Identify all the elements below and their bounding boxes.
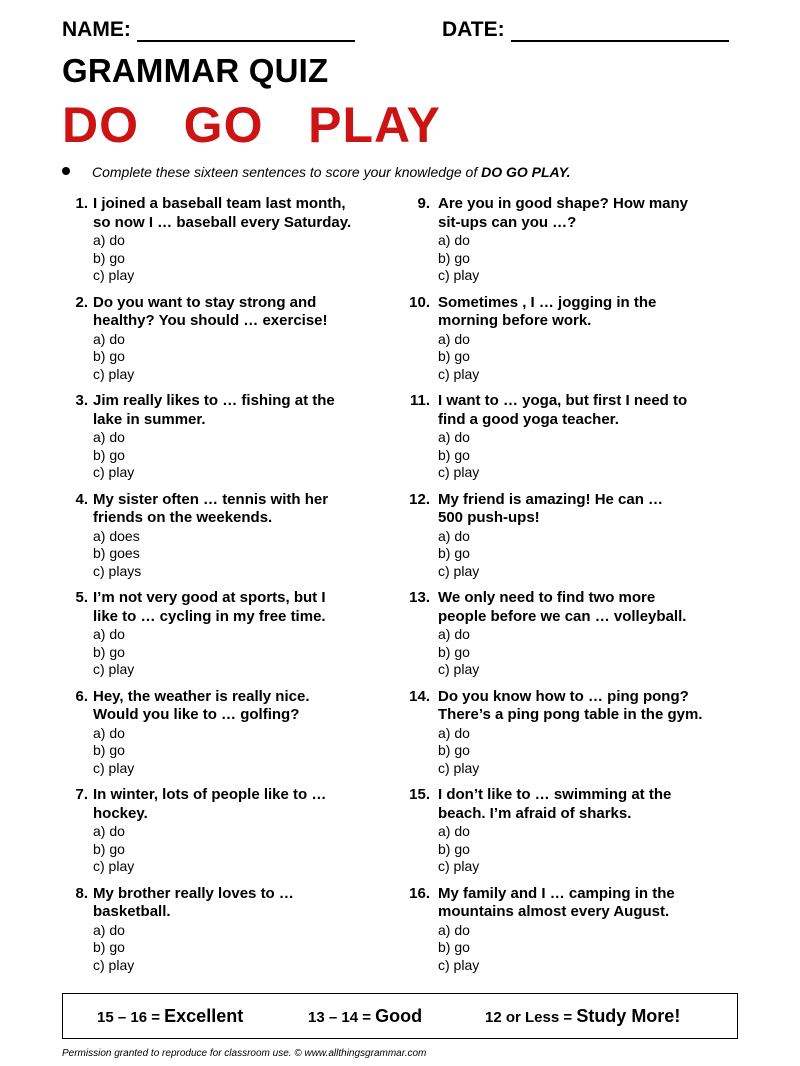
answer-option[interactable]: a) do: [93, 921, 125, 938]
answer-option[interactable]: c) play: [438, 464, 480, 480]
answer-option[interactable]: b) go: [438, 545, 470, 561]
question-text: Do you want to stay strong and healthy? You should … exercise!: [93, 293, 328, 329]
answer-option[interactable]: a) do: [438, 626, 470, 642]
answer-option[interactable]: c) play: [438, 562, 480, 579]
permission-footer: Permission granted to reproduce for classroom use. © www.allthingsgrammar.com: [62, 1048, 427, 1059]
question-number: 5.: [75, 589, 88, 606]
answer-options: [438, 232, 479, 285]
answer-option[interactable]: b) go: [438, 446, 470, 463]
answer-option[interactable]: a) do: [438, 921, 470, 938]
answer-option[interactable]: c) play: [93, 956, 135, 973]
score-result: Excellent: [164, 1006, 244, 1026]
question-item: [400, 195, 740, 294]
question-number: 9.: [417, 195, 430, 212]
question-number: 1.: [75, 195, 88, 212]
header-fields: [62, 18, 752, 48]
question-text: My brother really loves to … basketball.: [93, 884, 294, 920]
question-text: I joined a baseball team last month, so now I … baseball every Saturday.: [93, 195, 352, 231]
answer-option[interactable]: c) play: [93, 858, 135, 874]
answer-option[interactable]: c) play: [438, 267, 480, 283]
question-number: 6.: [75, 687, 88, 705]
name-label: NAME:: [62, 18, 131, 41]
instruction: [62, 164, 571, 180]
bullet-icon: [62, 167, 70, 175]
question-item: [400, 294, 740, 393]
question-number: 13.: [409, 589, 430, 606]
answer-options: [93, 823, 134, 876]
answer-options: [93, 725, 134, 778]
answer-option[interactable]: a) do: [438, 823, 470, 839]
score-excellent: [97, 1006, 243, 1027]
answer-option[interactable]: a) do: [93, 823, 125, 839]
question-item: [62, 294, 402, 393]
answer-option[interactable]: b) go: [93, 939, 125, 955]
questions-left-column: [62, 195, 402, 983]
answer-option[interactable]: a) do: [93, 232, 125, 248]
answer-option[interactable]: b) go: [438, 840, 470, 857]
answer-option[interactable]: c) play: [93, 464, 135, 480]
question-text: I want to … yoga, but first I need to find a good yoga teacher.: [438, 392, 688, 428]
answer-options: [438, 331, 479, 384]
answer-options: [93, 626, 134, 679]
answer-option[interactable]: a) do: [438, 232, 470, 248]
question-item: [62, 589, 402, 688]
question-text: I’m not very good at sports, but I like to … cycling in my free time.: [93, 589, 326, 625]
answer-option[interactable]: c) play: [93, 267, 135, 283]
answer-option[interactable]: a) do: [93, 330, 125, 347]
name-blank-line[interactable]: [137, 20, 355, 42]
answer-option[interactable]: c) play: [438, 956, 480, 973]
question-item: [400, 491, 740, 590]
answer-option[interactable]: b) go: [93, 643, 125, 660]
question-item: [400, 392, 740, 491]
answer-option[interactable]: b) go: [93, 742, 125, 758]
question-number: 3.: [75, 392, 88, 409]
score-range: 13 – 14 =: [308, 1009, 376, 1026]
answer-options: [93, 922, 134, 975]
answer-options: [93, 232, 134, 285]
date-label: DATE:: [442, 18, 505, 41]
answer-options: [438, 922, 479, 975]
question-number: 8.: [75, 884, 88, 902]
answer-options: [438, 823, 479, 876]
question-text: We only need to find two more people before we can … volleyball.: [438, 589, 687, 625]
answer-option[interactable]: b) go: [93, 446, 125, 463]
page-title: GRAMMAR QUIZ: [62, 52, 329, 89]
question-item: [62, 688, 402, 787]
question-text: My family and I … camping in the mountains almost every August.: [438, 884, 675, 920]
answer-option[interactable]: c) play: [93, 365, 135, 382]
score-range: 15 – 16 =: [97, 1009, 165, 1026]
question-number: 11.: [409, 392, 430, 409]
question-item: [400, 589, 740, 688]
question-number: 7.: [75, 786, 88, 803]
question-number: 10.: [409, 293, 430, 311]
date-blank-line[interactable]: [511, 20, 729, 42]
answer-option[interactable]: a) does: [93, 527, 140, 544]
answer-options: [93, 528, 141, 581]
answer-option[interactable]: a) do: [438, 429, 470, 445]
answer-option[interactable]: c) play: [438, 858, 480, 874]
answer-option[interactable]: c) play: [93, 661, 135, 677]
question-text: I don’t like to … swimming at the beach. I’m afraid of sharks.: [438, 786, 672, 822]
score-result: Study More!: [576, 1006, 681, 1026]
question-item: [400, 786, 740, 885]
answer-option[interactable]: a) do: [93, 626, 125, 642]
score-range: 12 or Less =: [485, 1009, 577, 1026]
question-number: 16.: [409, 884, 430, 902]
instruction-emphasis: DO GO PLAY.: [481, 164, 571, 180]
answer-options: [93, 429, 134, 482]
answer-option[interactable]: b) goes: [93, 545, 140, 561]
answer-option[interactable]: c) play: [438, 759, 480, 776]
answer-option[interactable]: a) do: [438, 527, 470, 544]
score-good: [308, 1006, 422, 1027]
answer-option[interactable]: a) do: [438, 330, 470, 347]
question-item: [62, 195, 402, 294]
question-text: Sometimes , I … jogging in the morning before work.: [438, 293, 657, 329]
name-field[interactable]: [62, 18, 355, 42]
answer-option[interactable]: b) go: [438, 742, 470, 758]
answer-option[interactable]: b) go: [438, 348, 470, 364]
answer-option[interactable]: b) go: [438, 939, 470, 955]
instruction-text: Complete these sixteen sentences to score your knowledge of: [92, 164, 482, 180]
question-item: [62, 491, 402, 590]
answer-option[interactable]: b) go: [93, 348, 125, 364]
questions-right-column: [400, 195, 740, 983]
question-text: Hey, the weather is really nice. Would you like to … golfing?: [93, 687, 310, 723]
question-text: Jim really likes to … fishing at the lake in summer.: [93, 392, 335, 428]
answer-option[interactable]: a) do: [93, 429, 125, 445]
question-item: [400, 688, 740, 787]
answer-option[interactable]: b) go: [93, 840, 125, 857]
score-result: Good: [375, 1006, 423, 1026]
answer-option[interactable]: b) go: [93, 249, 125, 266]
question-item: [400, 885, 740, 984]
question-text: Are you in good shape? How many sit-ups can you …?: [438, 195, 689, 231]
question-number: 4.: [75, 490, 88, 508]
question-number: 12.: [409, 490, 430, 508]
answer-option[interactable]: c) plays: [93, 562, 142, 579]
question-item: [62, 392, 402, 491]
question-text: My friend is amazing! He can … 500 push-ups!: [438, 490, 664, 526]
question-number: 14.: [409, 687, 430, 705]
answer-options: [438, 626, 479, 679]
answer-option[interactable]: a) do: [93, 724, 125, 741]
answer-option[interactable]: c) play: [438, 365, 480, 382]
score-study-more: [485, 1006, 680, 1027]
date-field[interactable]: [442, 18, 729, 42]
scoring-box: [62, 993, 738, 1039]
question-text: Do you know how to … ping pong? There’s a ping pong table in the gym.: [438, 687, 703, 723]
answer-options: [438, 429, 479, 482]
page-subtitle: DO GO PLAY: [62, 97, 441, 153]
answer-options: [438, 528, 479, 581]
answer-options: [438, 725, 479, 778]
question-item: [62, 885, 402, 984]
question-text: In winter, lots of people like to … hockey.: [93, 786, 327, 822]
answer-option[interactable]: c) play: [93, 759, 135, 776]
answer-option[interactable]: a) do: [438, 724, 470, 741]
answer-option[interactable]: c) play: [438, 661, 480, 677]
question-number: 15.: [409, 786, 430, 803]
question-number: 2.: [75, 293, 88, 311]
answer-option[interactable]: b) go: [438, 249, 470, 266]
question-text: My sister often … tennis with her friends on the weekends.: [93, 490, 329, 526]
question-item: [62, 786, 402, 885]
answer-options: [93, 331, 134, 384]
answer-option[interactable]: b) go: [438, 643, 470, 660]
